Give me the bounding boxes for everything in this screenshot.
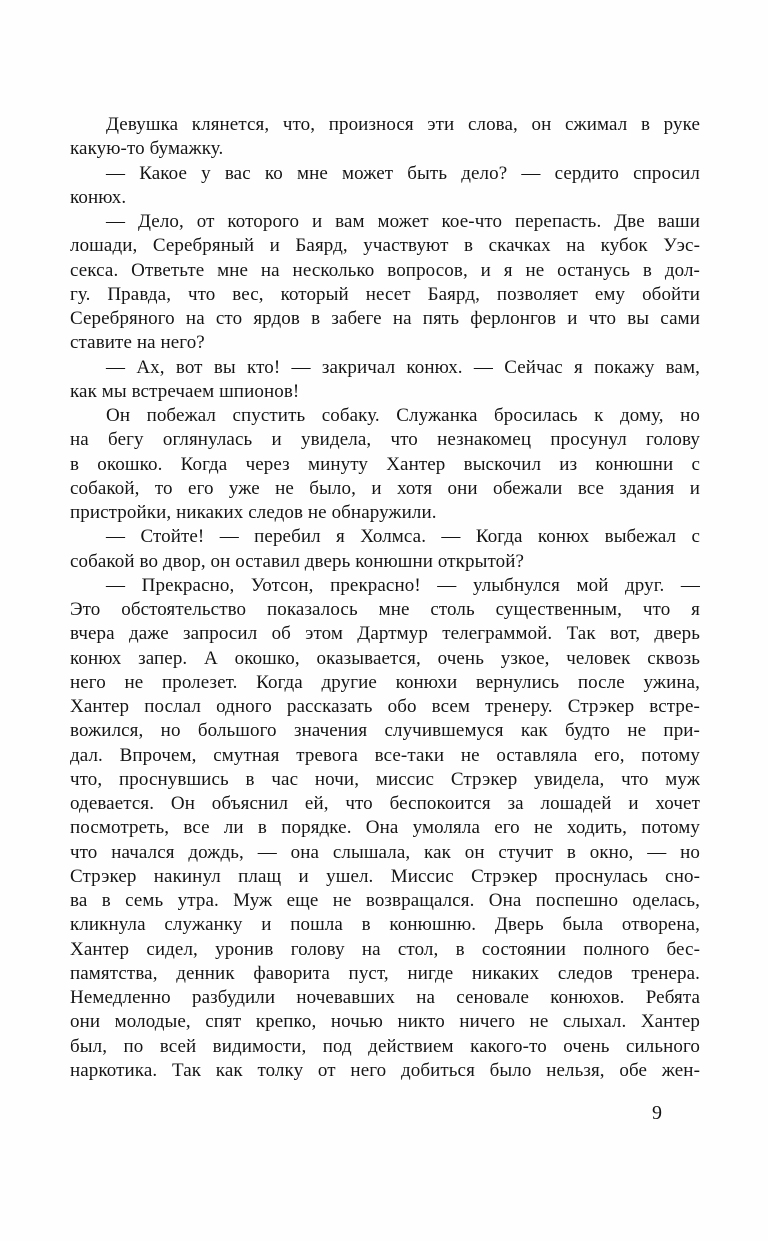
text-line: ва в семь утра. Муж еще не возвращался. Она поспешно оделась, xyxy=(70,890,700,911)
text-line: дал. Впрочем, смутная тревога все-таки не оставляла его, потому xyxy=(70,744,700,766)
paragraph xyxy=(70,525,700,574)
text-line: собакой во двор, он оставил дверь конюшни открытой? xyxy=(70,550,525,572)
text-line: наркотика. Так как толку от него добиться было нельзя, обе жен- xyxy=(70,1059,700,1081)
text-line: вчера даже запросил об этом Дартмур телеграммой. Так вот, дверь xyxy=(70,623,700,645)
text-line: Девушка клянется, что, произнося эти слова, он сжимал в руке xyxy=(106,114,700,135)
text-line: — Стойте! — перебил я Холмса. — Когда конюх выбежал с xyxy=(106,526,700,548)
text-line: что начался дождь, — она слышала, как он стучит в окно, — но xyxy=(70,841,700,863)
paragraph xyxy=(70,162,700,211)
text-line: него не пролезет. Когда другие конюхи вернулись после ужина, xyxy=(70,671,700,693)
text-block xyxy=(70,113,700,1083)
paragraph xyxy=(70,404,700,525)
text-line: Он побежал спустить собаку. Служанка бросилась к дому, но xyxy=(106,405,700,426)
text-line: на бегу оглянулась и увидела, что незнакомец просунул голову xyxy=(70,429,700,451)
text-line: лошади, Серебряный и Баярд, участвуют в скачках на кубок Уэс- xyxy=(70,235,700,257)
text-line: Серебряного на сто ярдов в забеге на пять ферлонгов и что вы сами xyxy=(70,308,700,329)
text-line: Это обстоятельство показалось мне столь существенным, что я xyxy=(70,599,700,620)
text-line: кликнула служанку и пошла в конюшню. Дверь была отворена, xyxy=(70,914,700,936)
text-line: — Какое у вас ко мне может быть дело? — сердито спросил xyxy=(106,162,700,184)
text-line: что, проснувшись в час ночи, миссис Стрэкер увидела, что муж xyxy=(70,768,700,790)
text-line: Хантер сидел, уронив голову на стол, в состоянии полного бес- xyxy=(70,938,700,960)
page-number: 9 xyxy=(652,1102,662,1124)
text-line: они молодые, спят крепко, ночью никто ничего не слыхал. Хантер xyxy=(70,1011,700,1033)
text-line: секса. Ответьте мне на несколько вопросов, и я не останусь в дол- xyxy=(70,259,700,281)
text-line: в окошко. Когда через минуту Хантер выскочил из конюшни с xyxy=(70,453,700,475)
text-line: — Прекрасно, Уотсон, прекрасно! — улыбнулся мой друг. — xyxy=(106,574,700,596)
text-line: конюх. xyxy=(70,186,127,208)
text-line: собакой, то его уже не было, и хотя они обежали все здания и xyxy=(70,477,700,499)
text-line: гу. Правда, что вес, который несет Баярд, позволяет ему обойти xyxy=(70,283,700,305)
text-line: одевается. Он объяснил ей, что беспокоится за лошадей и хочет xyxy=(70,793,700,814)
text-line: — Дело, от которого и вам может кое-что перепасть. Две ваши xyxy=(106,211,700,232)
text-line: ставите на него? xyxy=(70,332,205,354)
paragraph xyxy=(70,113,700,162)
paragraph xyxy=(70,574,700,1083)
text-line: Немедленно разбудили ночевавших на сеновале конюхов. Ребята xyxy=(70,987,700,1008)
text-line: — Ах, вот вы кто! — закричал конюх. — Сейчас я покажу вам, xyxy=(106,356,700,378)
text-line: какую-то бумажку. xyxy=(70,138,224,160)
text-line: как мы встречаем шпионов! xyxy=(70,380,300,402)
text-line: посмотреть, все ли в порядке. Она умоляла его не ходить, потому xyxy=(70,817,700,839)
paragraph xyxy=(70,210,700,356)
text-line: Хантер послал одного рассказать обо всем тренеру. Стрэкер встре- xyxy=(70,696,700,717)
text-line: Стрэкер накинул плащ и ушел. Миссис Стрэкер проснулась сно- xyxy=(70,865,700,887)
text-line: был, по всей видимости, под действием какого-то очень сильного xyxy=(70,1035,700,1057)
text-line: памятства, денник фаворита пуст, нигде никаких следов тренера. xyxy=(70,962,700,984)
text-line: пристройки, никаких следов не обнаружили. xyxy=(70,502,437,523)
text-line: конюх запер. А окошко, оказывается, очень узкое, человек сквозь xyxy=(70,647,700,669)
paragraph xyxy=(70,356,700,405)
text-line: вожился, но большого значения случившемуся как будто не при- xyxy=(70,720,700,742)
